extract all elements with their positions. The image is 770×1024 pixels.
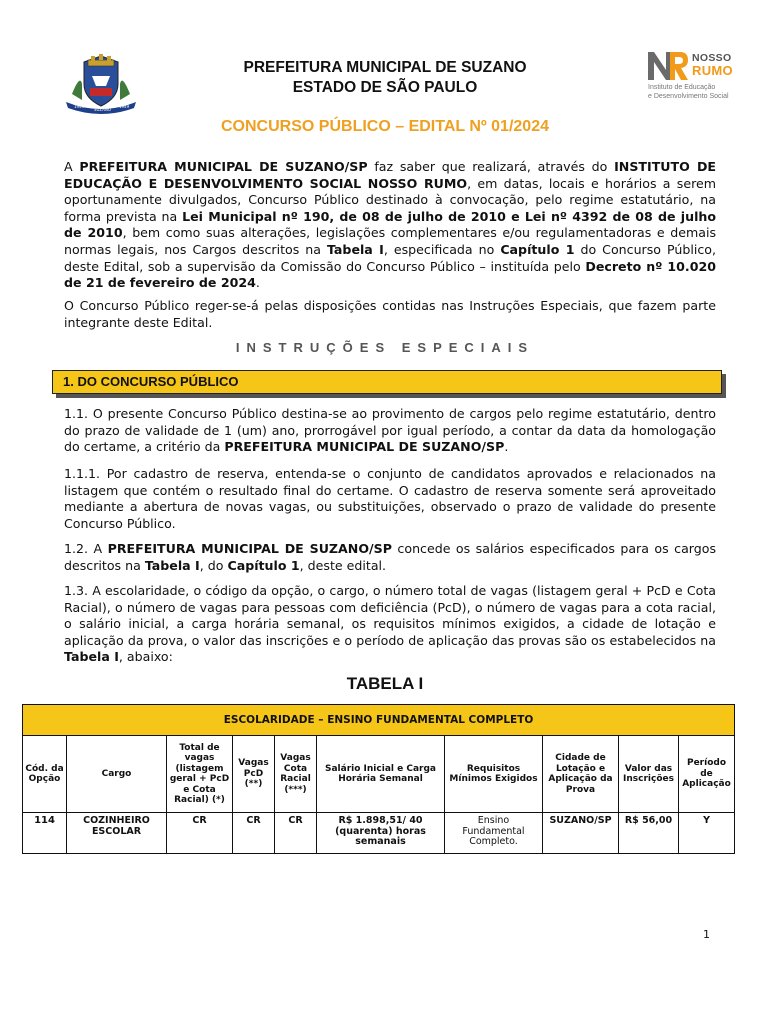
cell-salario: R$ 1.898,51/ 40 (quarenta) horas semanais bbox=[317, 813, 445, 854]
section-1-header bbox=[52, 370, 722, 394]
paragraph-1-3-run: Tabela I bbox=[64, 649, 119, 665]
intro-paragraph-run: , bem como suas alterações, legislações complementares e/ou regulamentadoras e demais normas legais, nos Cargos descritos na bbox=[64, 225, 717, 257]
table-header-row bbox=[23, 736, 735, 813]
paragraph-1-2-run: Tabela I bbox=[144, 557, 200, 573]
municipal-crest-icon bbox=[62, 54, 140, 114]
logo-subtitle-2: e Desenvolvimento Social bbox=[648, 93, 729, 100]
paragraph-1-1-run: PREFEITURA MUNICIPAL DE SUZANO/SP bbox=[224, 439, 505, 455]
paragraph-1-3 bbox=[64, 583, 716, 666]
intro-paragraph-run: . bbox=[255, 275, 260, 291]
intro-paragraph-2 bbox=[64, 298, 716, 331]
cell-vagas-pcd: CR bbox=[233, 813, 275, 854]
crest-left-text: 1949 bbox=[74, 104, 85, 109]
cell-cod-opcao: 114 bbox=[23, 813, 67, 854]
header-cod-opcao: Cód. da Opção bbox=[23, 736, 67, 813]
crest-center-text: SUZANO bbox=[94, 107, 112, 112]
header-line-1: PREFEITURA MUNICIPAL DE SUZANO bbox=[243, 59, 527, 76]
cell-total-vagas: CR bbox=[167, 813, 233, 854]
paragraph-1-2-run: concede os salários especificados para os cargos descritos na bbox=[64, 541, 717, 573]
paragraph-1-1-run: 1.1. O presente Concurso Público destina-se ao provimento de cargos pelo regime estatutário, dentro do prazo de validade de 1 (um) ano, prorrogável por igual período, a contar da data da homologação do certame, a critério da bbox=[64, 406, 716, 455]
intro-paragraph-run: Tabela I bbox=[326, 241, 384, 257]
paragraph-1-1-1-run: 1.1.1. Por cadastro de reserva, entenda-se o conjunto de candidatos aprovados e relacionados na listagem que contém o resultado final do certame. O cadastro de reserva somente será aproveitado mediante a abertura de novas vagas, ou substituições, observado o prazo de validade do presente Concurso Público. bbox=[64, 466, 716, 531]
header-vagas-cota: Vagas Cota Racial (***) bbox=[275, 736, 317, 813]
cell-vagas-cota: CR bbox=[275, 813, 317, 854]
intro-paragraph-run: PREFEITURA MUNICIPAL DE SUZANO/SP bbox=[79, 159, 368, 174]
nr-logo-mark-icon bbox=[646, 48, 690, 82]
intro-paragraph-run: Capítulo 1 bbox=[500, 241, 575, 257]
table-group-row bbox=[23, 705, 735, 736]
intro-paragraph-2-run: O Concurso Público reger-se-á pelas disposições contidas nas Instruções Especiais, que fazem parte integrante deste Edital. bbox=[64, 298, 716, 330]
intro-paragraph-run: Decreto nº 10.020 de 21 de fevereiro de 2024 bbox=[64, 258, 716, 291]
paragraph-1-3-run: 1.3. A escolaridade, o código da opção, o cargo, o número total de vagas (listagem geral + PcD e Cota Racial), o número de vagas para pessoas com deficiência (PcD), o número de vagas para a cota racial, o salário inicial, a carga horária semanal, os requisitos mínimos exigidos, a cidade de lotação e aplicação da prova, o valor das inscrições e o período de aplicação das provas são os estabelecidos na bbox=[64, 583, 716, 648]
cell-cidade: SUZANO/SP bbox=[543, 813, 619, 854]
header-cidade: Cidade de Lotação e Aplicação da Prova bbox=[543, 736, 619, 813]
logo-subtitle-1: Instituto de Educação bbox=[648, 84, 716, 91]
paragraph-1-2 bbox=[64, 541, 716, 574]
intro-paragraph-run: do Concurso Público, deste Edital, sob a supervisão da Comissão do Concurso Público – instituída pelo bbox=[64, 241, 716, 274]
intro-paragraph-run: INSTITUTO DE EDUCAÇÃO E DESENVOLVIMENTO SOCIAL NOSSO RUMO bbox=[64, 159, 716, 191]
section-1-title: 1. DO CONCURSO PÚBLICO bbox=[63, 374, 239, 389]
intro-paragraph-run: , em datas, locais e horários a serem oportunamente divulgados, Concurso Público destinado à convocação, pelo regime estatutário, na forma prevista na bbox=[64, 175, 716, 224]
table-group-label: ESCOLARIDADE – ENSINO FUNDAMENTAL COMPLETO bbox=[23, 705, 735, 736]
intro-paragraph-run: A bbox=[64, 159, 80, 174]
header-salario: Salário Inicial e Carga Horária Semanal bbox=[317, 736, 445, 813]
header-title bbox=[150, 58, 620, 98]
logo-word-1: NOSSO bbox=[692, 52, 732, 64]
paragraph-1-2-run: 1.2. A bbox=[64, 541, 108, 556]
paragraph-1-1 bbox=[64, 406, 716, 456]
paragraph-1-3-run: , abaixo: bbox=[118, 649, 173, 665]
header-vagas-pcd: Vagas PcD (**) bbox=[233, 736, 275, 813]
paragraph-1-2-run: Capítulo 1 bbox=[227, 557, 300, 573]
cell-valor: R$ 56,00 bbox=[619, 813, 679, 854]
paragraph-1-1-1 bbox=[64, 466, 716, 532]
paragraph-1-2-run: , deste edital. bbox=[299, 557, 387, 573]
paragraph-1-2-run: PREFEITURA MUNICIPAL DE SUZANO/SP bbox=[107, 541, 392, 556]
header-valor: Valor das Inscrições bbox=[619, 736, 679, 813]
page-number: 1 bbox=[703, 928, 710, 941]
intro-paragraph-run: Lei Municipal nº 190, de 08 de julho de 2010 e Lei nº 4392 de 08 de julho de 2010 bbox=[64, 208, 716, 241]
nosso-rumo-logo bbox=[646, 46, 766, 106]
intro-paragraph bbox=[64, 159, 716, 292]
crest-right-text: 1949 bbox=[119, 104, 130, 109]
paragraph-1-2-run: , do bbox=[199, 557, 228, 573]
header-line-2: ESTADO DE SÃO PAULO bbox=[292, 79, 478, 96]
table-title: TABELA I bbox=[346, 674, 424, 693]
edital-title: CONCURSO PÚBLICO – EDITAL Nº 01/2024 bbox=[221, 118, 549, 135]
paragraph-1-1-run: . bbox=[504, 439, 509, 455]
header-requisitos: Requisitos Mínimos Exigidos bbox=[445, 736, 543, 813]
header-total-vagas: Total de vagas (listagem geral + PcD e Cota Racial) (*) bbox=[167, 736, 233, 813]
intro-paragraph-run: , especificada no bbox=[383, 241, 501, 257]
logo-word-2: RUMO bbox=[692, 63, 733, 78]
table-i bbox=[22, 704, 735, 854]
cell-periodo: Y bbox=[679, 813, 735, 854]
intro-paragraph-run: faz saber que realizará, através do bbox=[367, 159, 615, 174]
instructions-heading: INSTRUÇÕES ESPECIAIS bbox=[235, 340, 535, 355]
header-periodo: Período de Aplicação bbox=[679, 736, 735, 813]
cell-cargo: COZINHEIRO ESCOLAR bbox=[67, 813, 167, 854]
cell-requisitos: Ensino Fundamental Completo. bbox=[445, 813, 543, 854]
header-cargo: Cargo bbox=[67, 736, 167, 813]
table-row bbox=[23, 813, 735, 854]
